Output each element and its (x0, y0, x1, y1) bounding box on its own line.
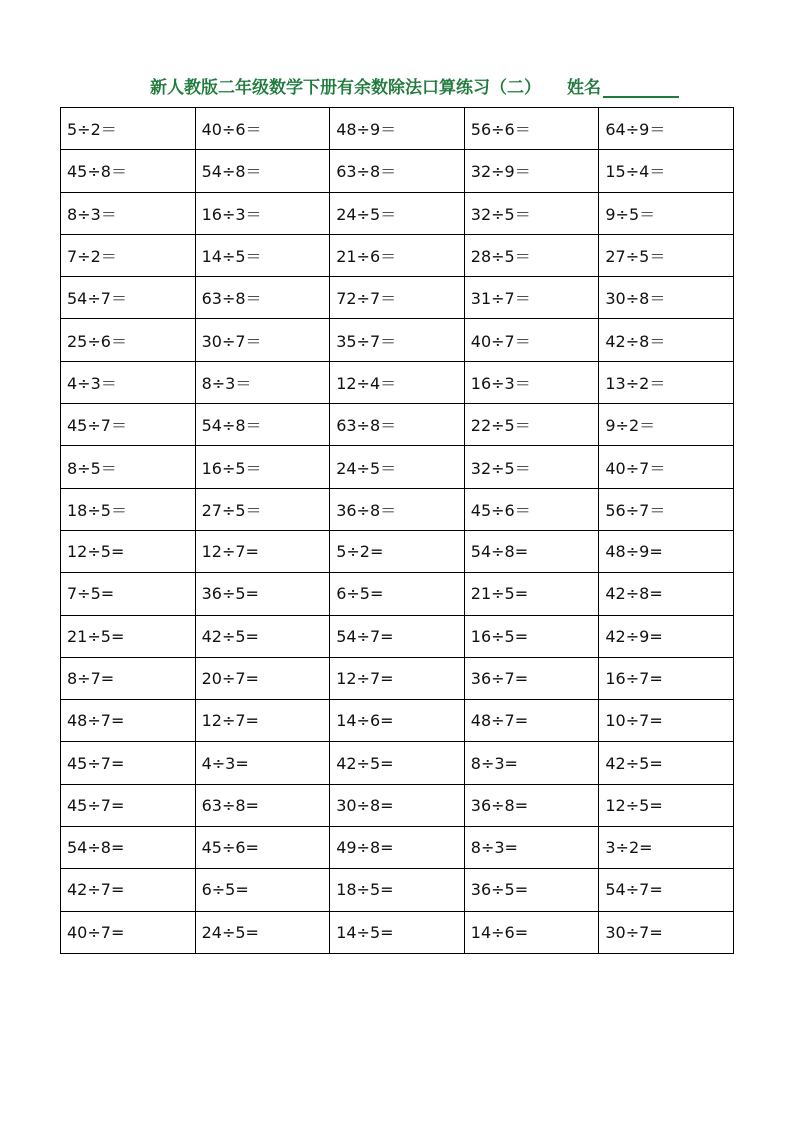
exercise-cell: 32÷5＝ (464, 192, 599, 234)
exercise-cell: 54÷8= (61, 827, 196, 869)
exercise-cell: 25÷6＝ (61, 319, 196, 361)
exercise-cell: 54÷7＝ (61, 277, 196, 319)
exercise-cell: 54÷8＝ (195, 404, 330, 446)
exercise-cell: 9÷5＝ (599, 192, 734, 234)
exercise-cell: 27÷5＝ (599, 234, 734, 276)
exercise-cell: 14÷5= (330, 911, 465, 953)
exercise-cell: 40÷7＝ (464, 319, 599, 361)
exercise-cell: 27÷5＝ (195, 488, 330, 530)
exercise-cell: 31÷7＝ (464, 277, 599, 319)
exercise-cell: 63÷8＝ (195, 277, 330, 319)
exercise-cell: 48÷9＝ (330, 108, 465, 150)
exercise-cell: 32÷5＝ (464, 446, 599, 488)
exercise-cell: 7÷5= (61, 573, 196, 615)
exercise-cell: 13÷2＝ (599, 361, 734, 403)
table-row (61, 488, 734, 530)
exercise-cell: 9÷2＝ (599, 404, 734, 446)
exercise-cell: 5÷2＝ (61, 108, 196, 150)
exercise-cell: 32÷9＝ (464, 150, 599, 192)
worksheet-title: 新人教版二年级数学下册有余数除法口算练习（二） (150, 78, 541, 98)
exercise-cell: 54÷7= (599, 869, 734, 911)
exercise-cell: 20÷7= (195, 657, 330, 699)
exercise-cell: 16÷3＝ (195, 192, 330, 234)
exercise-cell: 24÷5＝ (330, 192, 465, 234)
table-row (61, 615, 734, 657)
exercise-cell: 14÷6= (330, 700, 465, 742)
exercise-cell: 30÷8＝ (599, 277, 734, 319)
exercise-cell: 48÷9= (599, 530, 734, 572)
exercise-cell: 36÷5= (464, 869, 599, 911)
exercise-cell: 42÷7= (61, 869, 196, 911)
exercise-cell: 16÷5= (464, 615, 599, 657)
exercise-cell: 12÷7= (195, 700, 330, 742)
exercise-table-body (61, 108, 734, 954)
exercise-cell: 54÷8= (464, 530, 599, 572)
table-row (61, 446, 734, 488)
exercise-cell: 8÷3= (464, 742, 599, 784)
exercise-cell: 8÷3= (464, 827, 599, 869)
exercise-cell: 21÷5= (61, 615, 196, 657)
name-label: 姓名 (567, 78, 601, 98)
exercise-cell: 36÷7= (464, 657, 599, 699)
exercise-cell: 56÷7＝ (599, 488, 734, 530)
exercise-cell: 45÷7= (61, 784, 196, 826)
exercise-cell: 12÷4＝ (330, 361, 465, 403)
exercise-cell: 12÷5= (61, 530, 196, 572)
exercise-cell: 3÷2= (599, 827, 734, 869)
exercise-cell: 18÷5＝ (61, 488, 196, 530)
table-row (61, 869, 734, 911)
exercise-cell: 8÷3＝ (195, 361, 330, 403)
table-row (61, 108, 734, 150)
exercise-cell: 36÷5= (195, 573, 330, 615)
exercise-cell: 54÷8＝ (195, 150, 330, 192)
exercise-cell: 36÷8＝ (330, 488, 465, 530)
table-row (61, 319, 734, 361)
exercise-cell: 40÷7＝ (599, 446, 734, 488)
table-row (61, 911, 734, 953)
exercise-cell: 56÷6＝ (464, 108, 599, 150)
exercise-cell: 42÷5= (195, 615, 330, 657)
exercise-cell: 21÷5= (464, 573, 599, 615)
table-row (61, 404, 734, 446)
exercise-cell: 7÷2＝ (61, 234, 196, 276)
exercise-cell: 45÷7＝ (61, 404, 196, 446)
exercise-cell: 12÷5= (599, 784, 734, 826)
exercise-cell: 45÷8＝ (61, 150, 196, 192)
exercise-cell: 28÷5＝ (464, 234, 599, 276)
exercise-cell: 36÷8= (464, 784, 599, 826)
table-row (61, 234, 734, 276)
exercise-cell: 12÷7= (195, 530, 330, 572)
table-row (61, 827, 734, 869)
exercise-cell: 72÷7＝ (330, 277, 465, 319)
table-row (61, 573, 734, 615)
exercise-cell: 30÷8= (330, 784, 465, 826)
exercise-cell: 54÷7= (330, 615, 465, 657)
exercise-cell: 16÷7= (599, 657, 734, 699)
exercise-cell: 42÷5= (330, 742, 465, 784)
exercise-cell: 42÷9= (599, 615, 734, 657)
name-blank-line (603, 79, 679, 98)
exercise-cell: 10÷7= (599, 700, 734, 742)
exercise-cell: 49÷8= (330, 827, 465, 869)
exercise-cell: 48÷7= (61, 700, 196, 742)
exercise-cell: 18÷5= (330, 869, 465, 911)
exercise-cell: 8÷3＝ (61, 192, 196, 234)
exercise-cell: 42÷5= (599, 742, 734, 784)
table-row (61, 742, 734, 784)
exercise-cell: 35÷7＝ (330, 319, 465, 361)
exercise-cell: 40÷6＝ (195, 108, 330, 150)
exercise-cell: 40÷7= (61, 911, 196, 953)
exercise-cell: 24÷5= (195, 911, 330, 953)
exercise-table (60, 107, 734, 954)
table-row (61, 150, 734, 192)
exercise-cell: 15÷4＝ (599, 150, 734, 192)
exercise-cell: 63÷8＝ (330, 404, 465, 446)
exercise-cell: 16÷5＝ (195, 446, 330, 488)
exercise-cell: 5÷2= (330, 530, 465, 572)
table-row (61, 657, 734, 699)
exercise-cell: 6÷5= (195, 869, 330, 911)
exercise-cell: 63÷8＝ (330, 150, 465, 192)
exercise-cell: 45÷6= (195, 827, 330, 869)
exercise-cell: 4÷3= (195, 742, 330, 784)
exercise-cell: 64÷9＝ (599, 108, 734, 150)
exercise-cell: 14÷6= (464, 911, 599, 953)
table-row (61, 530, 734, 572)
table-row (61, 784, 734, 826)
exercise-cell: 45÷6＝ (464, 488, 599, 530)
worksheet-header (150, 76, 679, 98)
exercise-cell: 14÷5＝ (195, 234, 330, 276)
exercise-cell: 42÷8＝ (599, 319, 734, 361)
table-row (61, 277, 734, 319)
exercise-cell: 63÷8= (195, 784, 330, 826)
exercise-cell: 16÷3＝ (464, 361, 599, 403)
exercise-cell: 45÷7= (61, 742, 196, 784)
exercise-cell: 12÷7= (330, 657, 465, 699)
exercise-cell: 48÷7= (464, 700, 599, 742)
exercise-cell: 8÷7= (61, 657, 196, 699)
table-row (61, 700, 734, 742)
exercise-cell: 21÷6＝ (330, 234, 465, 276)
exercise-cell: 6÷5= (330, 573, 465, 615)
exercise-cell: 8÷5＝ (61, 446, 196, 488)
table-row (61, 361, 734, 403)
table-row (61, 192, 734, 234)
exercise-cell: 4÷3＝ (61, 361, 196, 403)
exercise-cell: 30÷7= (599, 911, 734, 953)
exercise-cell: 24÷5＝ (330, 446, 465, 488)
exercise-cell: 22÷5＝ (464, 404, 599, 446)
exercise-cell: 30÷7＝ (195, 319, 330, 361)
exercise-cell: 42÷8= (599, 573, 734, 615)
